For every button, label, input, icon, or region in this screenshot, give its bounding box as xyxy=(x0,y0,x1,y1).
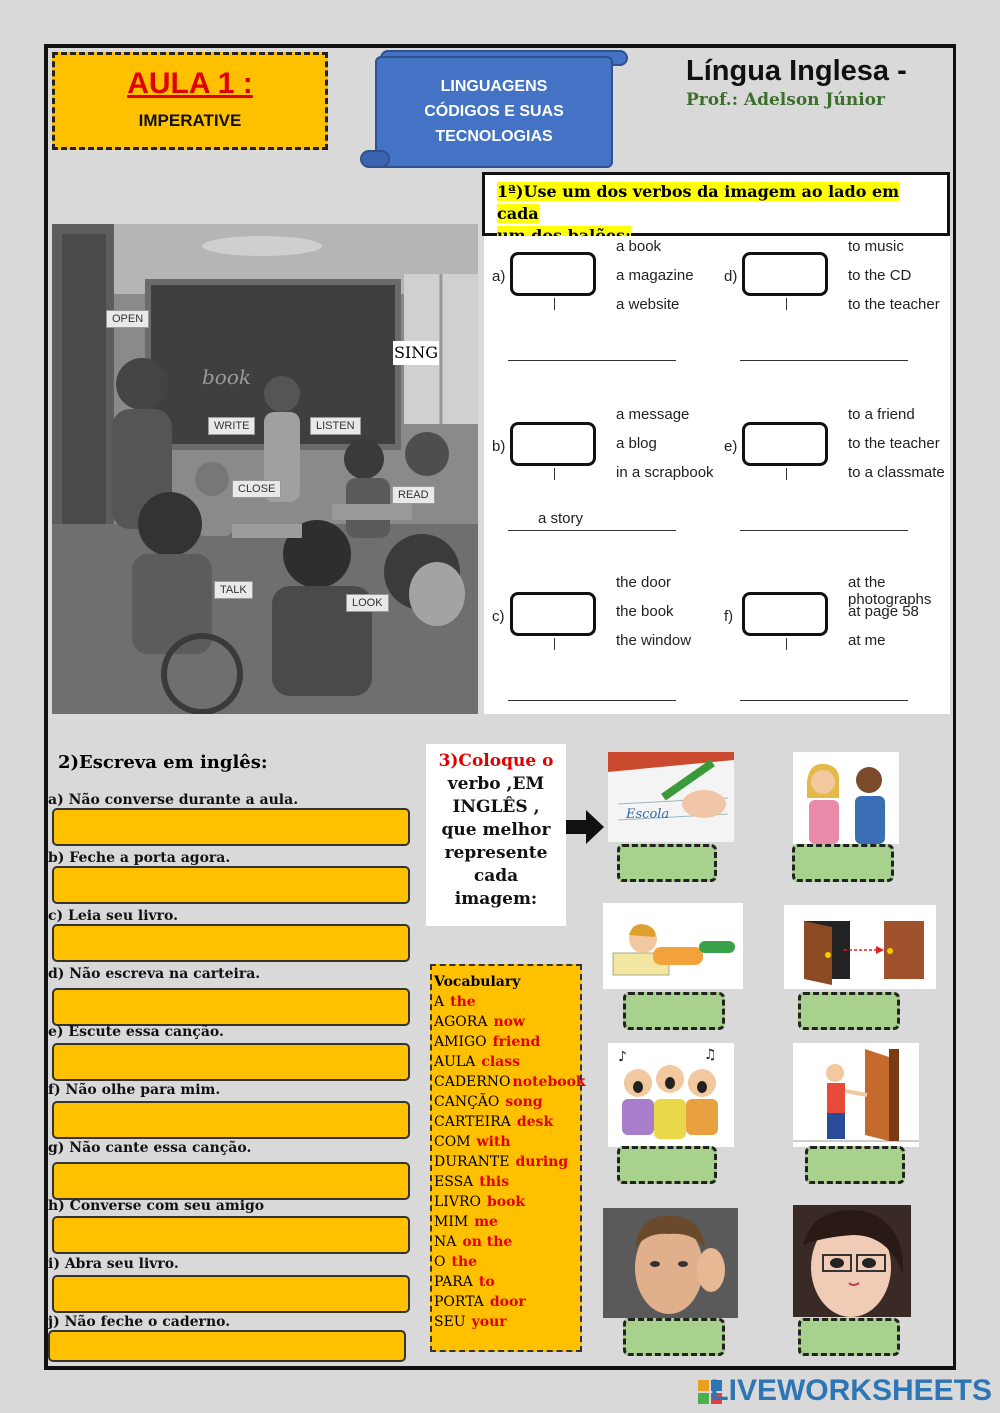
option-text: the book xyxy=(616,603,674,620)
label-listen: LISTEN xyxy=(310,417,361,435)
picture-listen xyxy=(603,1208,738,1318)
vocab-entry: DURANTE during xyxy=(434,1154,569,1170)
answer-box-read[interactable] xyxy=(623,992,725,1030)
svg-text:♫: ♫ xyxy=(704,1047,717,1063)
answer-field-h[interactable] xyxy=(52,1216,410,1254)
vocab-entry: AGORA now xyxy=(434,1014,526,1030)
picture-talk xyxy=(793,752,899,844)
lesson-subtitle: IMPERATIVE xyxy=(138,111,242,130)
vocab-entry: CARTEIRA desk xyxy=(434,1114,554,1130)
classroom-illustration xyxy=(52,224,478,714)
subject-title: Língua Inglesa - xyxy=(686,55,907,87)
answer-field-i[interactable] xyxy=(52,1275,410,1313)
vocab-entry: ESSA this xyxy=(434,1174,510,1190)
bubble-stem xyxy=(786,298,787,310)
bubble-stem xyxy=(554,638,555,650)
answer-field-a[interactable] xyxy=(52,808,410,846)
picture-sing xyxy=(608,1043,734,1147)
instruction-line: represente xyxy=(444,843,548,863)
item-f: f) Não olhe para mim. xyxy=(48,1082,221,1098)
option-text: a blog xyxy=(616,435,657,452)
option-text: a book xyxy=(616,238,662,255)
option-text: to a friend xyxy=(848,406,915,423)
svg-text:♪: ♪ xyxy=(618,1049,627,1065)
option-text: at page 58 xyxy=(848,603,919,620)
vocab-entry: CANÇÃO song xyxy=(434,1094,543,1110)
vocab-entry: CADERNO notebook xyxy=(434,1074,586,1090)
vocab-entry: PORTA door xyxy=(434,1294,526,1310)
option-text: in a scrapbook xyxy=(616,464,714,481)
answer-box-look[interactable] xyxy=(798,1318,900,1356)
label-close: CLOSE xyxy=(232,480,281,498)
writing-line xyxy=(740,530,908,531)
lesson-title-box xyxy=(52,52,328,150)
exercise-letter: b) xyxy=(492,438,506,455)
writing-line xyxy=(508,700,676,701)
item-i: i) Abra seu livro. xyxy=(48,1256,179,1272)
vocab-entry: PARA to xyxy=(434,1274,495,1290)
picture-look xyxy=(793,1205,911,1317)
board-word: book xyxy=(202,365,252,389)
question-3-instruction xyxy=(426,744,566,926)
item-b: b) Feche a porta agora. xyxy=(48,850,231,866)
vocab-entry: O the xyxy=(434,1254,478,1270)
bubble-stem xyxy=(554,298,555,310)
exercise-e xyxy=(716,406,946,556)
exercise-bubbles-panel xyxy=(484,236,950,714)
question-2-title: 2)Escreva em inglês: xyxy=(58,752,268,773)
option-text: a magazine xyxy=(616,267,694,284)
exercise-letter: a) xyxy=(492,268,506,285)
vocab-entry: COM with xyxy=(434,1134,511,1150)
vocabulary-box xyxy=(430,964,586,1352)
option-text: at the photographs xyxy=(848,574,932,608)
answer-box-sing[interactable] xyxy=(617,1146,717,1184)
liveworksheets-brand[interactable]: LIVEWORKSHEETS xyxy=(710,1374,992,1407)
instruction-line: INGLÊS , xyxy=(452,797,540,817)
exercise-letter: e) xyxy=(724,438,738,455)
instruction-line: 1ª)Use um dos verbos da imagem ao lado em cada xyxy=(497,182,900,223)
item-a: a) Não converse durante a aula. xyxy=(48,792,299,808)
bubble-stem xyxy=(786,468,787,480)
answer-box-close[interactable] xyxy=(798,992,900,1030)
vocabulary-title: Vocabulary xyxy=(434,974,521,990)
label-talk: TALK xyxy=(214,581,253,599)
item-j: j) Não feche o caderno. xyxy=(48,1314,231,1330)
option-text: to music xyxy=(848,238,904,255)
teacher-name: Prof.: Adelson Júnior xyxy=(686,90,885,110)
answer-box-write[interactable] xyxy=(617,844,717,882)
speech-bubble[interactable] xyxy=(510,592,596,636)
option-text: the door xyxy=(616,574,672,591)
label-sing: SING xyxy=(393,341,439,365)
written-word: Escola xyxy=(626,807,670,822)
speech-bubble[interactable] xyxy=(510,252,596,296)
instruction-line: verbo ,EM xyxy=(447,774,545,794)
exercise-b xyxy=(484,406,714,556)
exercise-f xyxy=(716,576,946,726)
option-text: a message xyxy=(616,406,690,423)
vocab-entry: MIM me xyxy=(434,1214,498,1230)
picture-close-door xyxy=(784,905,936,989)
extra-option-text: a story xyxy=(538,510,584,527)
option-text: a website xyxy=(616,296,680,313)
picture-read xyxy=(603,903,743,989)
writing-line xyxy=(508,360,676,361)
option-text: to the teacher xyxy=(848,296,940,313)
writing-line xyxy=(508,530,676,531)
answer-box-open[interactable] xyxy=(805,1146,905,1184)
vocab-entry: NA on the xyxy=(434,1234,513,1250)
subject-area-banner xyxy=(375,56,613,168)
option-text: at me xyxy=(848,632,886,649)
vocab-entry: LIVRO book xyxy=(434,1194,526,1210)
label-open: OPEN xyxy=(106,310,149,328)
instruction-line: cada xyxy=(473,866,519,886)
banner-line: TECNOLOGIAS xyxy=(435,128,553,145)
answer-field-j[interactable] xyxy=(48,1330,406,1362)
writing-line xyxy=(740,700,908,701)
bubble-stem xyxy=(554,468,555,480)
instruction-line: que melhor xyxy=(441,820,551,840)
picture-open-door xyxy=(793,1043,919,1147)
vocab-entry: AULA class xyxy=(434,1054,521,1070)
answer-field-e[interactable] xyxy=(52,1043,410,1081)
banner-scroll-curl xyxy=(360,150,390,168)
exercise-letter: c) xyxy=(492,608,505,625)
classroom-drawing xyxy=(52,224,478,714)
exercise-d xyxy=(716,236,946,386)
banner-line: LINGUAGENS xyxy=(440,78,548,95)
option-text: to a classmate xyxy=(848,464,945,481)
answer-field-b[interactable] xyxy=(52,866,410,904)
vocab-entry: SEU your xyxy=(434,1314,507,1330)
label-look: LOOK xyxy=(346,594,389,612)
banner-line: CÓDIGOS E SUAS xyxy=(424,103,564,120)
answer-box-talk[interactable] xyxy=(792,844,894,882)
arrow-right-icon xyxy=(566,810,606,848)
exercise-c xyxy=(484,576,714,726)
speech-bubble[interactable] xyxy=(742,252,828,296)
writing-line xyxy=(740,360,908,361)
instruction-line: imagem: xyxy=(454,889,538,909)
instruction-line: 3)Coloque o xyxy=(438,751,554,771)
exercise-letter: d) xyxy=(724,268,738,285)
item-d: d) Não escreva na carteira. xyxy=(48,966,261,982)
answer-field-d[interactable] xyxy=(52,988,410,1026)
item-g: g) Não cante essa canção. xyxy=(48,1140,252,1156)
question-1-instruction xyxy=(482,172,950,236)
label-read: READ xyxy=(392,486,435,504)
picture-write xyxy=(608,752,734,842)
speech-bubble[interactable] xyxy=(742,422,828,466)
item-e: e) Escute essa canção. xyxy=(48,1024,224,1040)
speech-bubble[interactable] xyxy=(742,592,828,636)
lesson-title: AULA 1 : xyxy=(127,67,253,100)
bubble-stem xyxy=(786,638,787,650)
option-text: to the CD xyxy=(848,267,912,284)
item-h: h) Converse com seu amigo xyxy=(48,1198,265,1214)
exercise-letter: f) xyxy=(724,608,734,625)
label-write: WRITE xyxy=(208,417,255,435)
exercise-a xyxy=(484,236,714,386)
speech-bubble[interactable] xyxy=(510,422,596,466)
option-text: to the teacher xyxy=(848,435,940,452)
answer-field-c[interactable] xyxy=(52,924,410,962)
answer-field-f[interactable] xyxy=(52,1101,410,1139)
answer-box-listen[interactable] xyxy=(623,1318,725,1356)
answer-field-g[interactable] xyxy=(52,1162,410,1200)
vocab-entry: A the xyxy=(434,994,476,1010)
option-text: the window xyxy=(616,632,692,649)
item-c: c) Leia seu livro. xyxy=(48,908,178,924)
vocab-entry: AMIGO friend xyxy=(434,1034,541,1050)
